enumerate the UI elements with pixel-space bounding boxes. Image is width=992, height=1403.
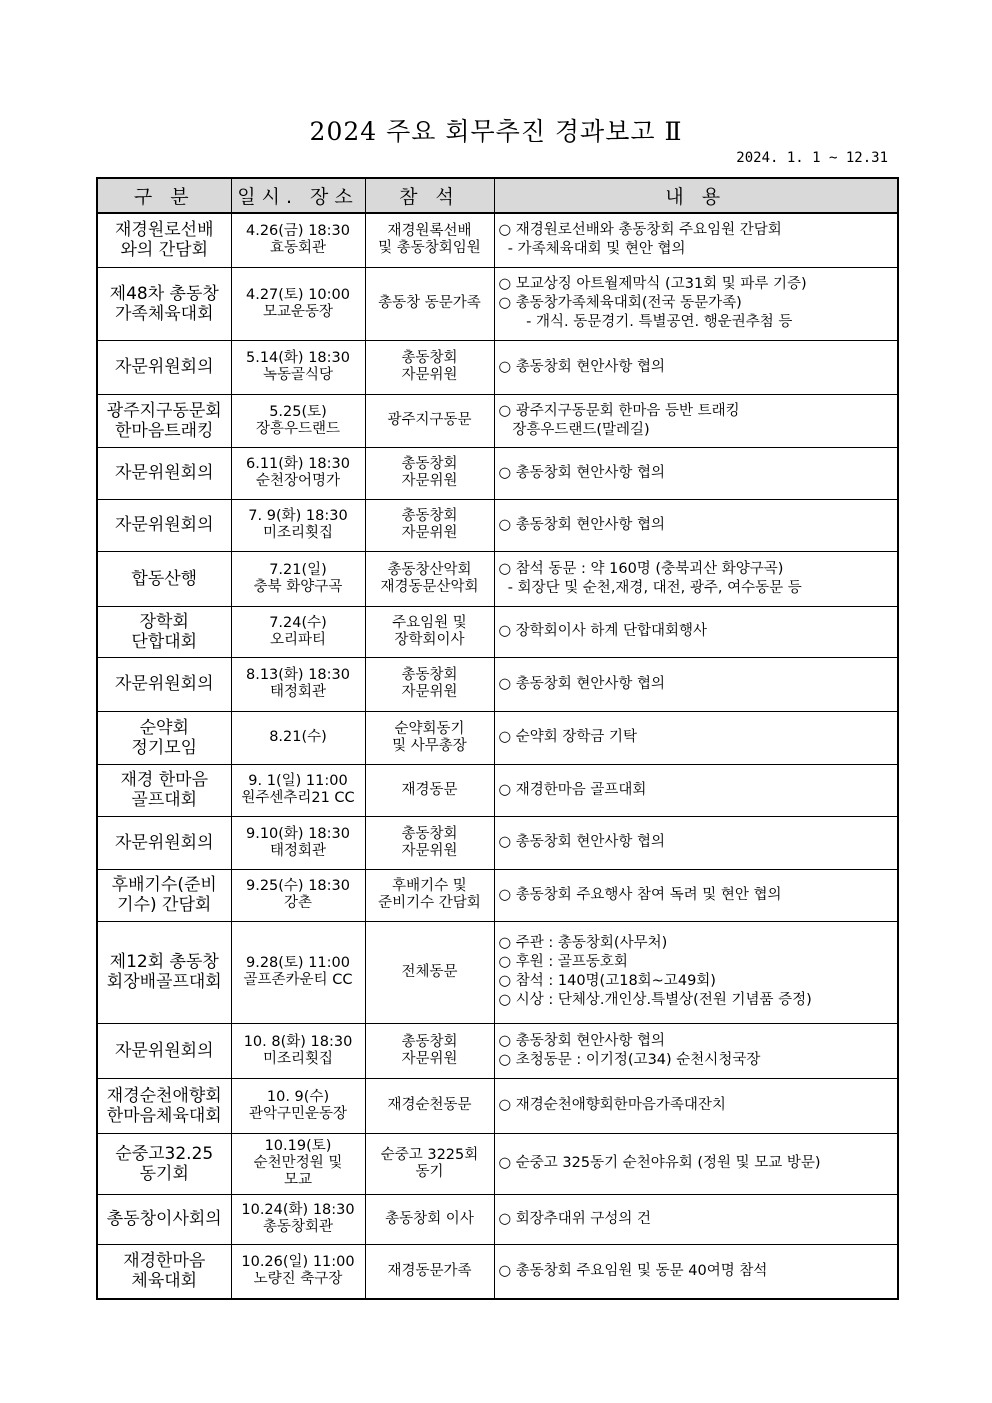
table-row [97,869,898,921]
row-category: 제48차 총동창 가족체육대회 [109,283,219,324]
table-row [97,213,898,267]
table-row [97,340,898,394]
row-attendees: 주요임원 및 장학회이사 [392,614,467,648]
header-row [97,178,898,213]
row-attendees: 총동창회 이사 [385,1210,474,1227]
row-content-line: ○ 총동창회 현안사항 협의 [498,464,666,481]
table-row [97,711,898,764]
row-attendees: 재경순천동문 [387,1097,472,1113]
row-category: 자문위원회의 [114,515,214,535]
row-attendees: 총동창회 자문위원 [401,825,458,859]
row-datetime: 10. 8(화) 18:30 미조리횟집 [243,1033,353,1067]
row-content-line: ○ 총동창회 주요행사 참여 독려 및 현안 협의 [498,886,782,903]
row-category: 자문위원회의 [114,357,214,377]
row-category: 자문위원회의 [114,674,214,694]
row-category: 총동창이사회의 [106,1209,222,1229]
table-row [97,816,898,869]
row-content-line: ○ 총동창가족체육대회(전국 동문가족) [498,295,742,311]
row-category: 순약회 정기모임 [131,717,198,758]
row-content-line: ○ 참석 동문 : 약 160명 (충북괴산 화양구곡) [498,560,784,577]
row-datetime: 4.27(토) 10:00 모교운동장 [245,286,350,320]
row-datetime: 8.21(수) [269,729,327,745]
row-attendees: 총동창회 자문위원 [401,456,458,489]
report-period: 2024. 1. 1 ~ 12.31 [736,150,888,166]
table-row [97,1078,898,1133]
row-datetime: 10.19(토) 순천만정원 및 모교 [253,1138,343,1188]
row-datetime: 9.28(토) 11:00 골프존카운티 CC [243,955,353,988]
row-attendees: 순중고 3225회 동기 [380,1146,479,1180]
row-category: 재경원로선배 와의 간담회 [114,220,214,261]
row-content-line: ○ 광주지구동문회 한마음 등반 트래킹 [498,402,740,419]
row-datetime: 7. 9(화) 18:30 미조리횟집 [248,508,348,541]
row-content-line: ○ 장학회이사 하계 단합대회행사 [498,623,708,639]
report-table [96,177,899,1300]
row-content-line: ○ 총동창회 주요임원 및 동문 40여명 참석 [498,1262,768,1279]
row-attendees: 재경원록선배 및 총동창회임원 [378,223,481,257]
row-content-line: ○ 회장추대위 구성의 건 [498,1210,652,1227]
row-category: 순중고32.25 동기회 [115,1143,214,1184]
row-datetime: 8.13(화) 18:30 태정회관 [245,667,350,700]
row-attendees: 총동창회 자문위원 [401,1033,458,1067]
row-content-line: ○ 순중고 325동기 순천야유회 (정원 및 모교 방문) [498,1155,821,1171]
row-category: 자문위원회의 [114,463,214,483]
row-content-line: ○ 초청동문 : 이기정(고34) 순천시청국장 [498,1051,761,1068]
row-attendees: 재경동문 [401,781,458,798]
row-content-line: ○ 총동창회 현안사항 협의 [498,516,666,533]
header-datetime: 일시. 장소 [231,178,365,213]
header-attendees: 참 석 [365,178,494,213]
row-content-line: ○ 재경한마음 골프대회 [498,781,647,798]
row-content-line: ○ 시상 : 단체상.개인상.특별상(전원 기념품 증정) [498,992,812,1008]
row-datetime: 7.21(일) 충북 화양구곡 [253,561,343,595]
row-content-line: ○ 주관 : 총동창회(사무처) [498,935,668,951]
row-category: 합동산행 [131,568,198,589]
row-datetime: 5.14(화) 18:30 녹동골식당 [245,350,350,383]
row-category: 제12회 총동창 회장배골프대회 [106,952,222,992]
row-attendees: 총동창회 자문위원 [401,350,458,383]
row-category: 자문위원회의 [114,1040,214,1061]
row-content-line: ○ 모교상징 아트월제막식 (고31회 및 파루 기증) [498,276,807,292]
row-datetime: 10. 9(수) 관악구민운동장 [248,1088,348,1122]
row-content-line: ○ 재경순천애향회한마음가족대잔치 [498,1097,726,1113]
row-category: 장학회 단합대회 [131,611,198,652]
row-attendees: 전체동문 [401,963,458,980]
table-row [97,1194,898,1244]
header-category: 구 분 [97,178,231,213]
row-content-line: ○ 총동창회 현안사항 협의 [498,834,666,850]
row-category: 후배기수(준비 기수) 간담회 [111,875,217,915]
table-row [97,447,898,499]
row-content-line: - 가족체육대회 및 현안 협의 [498,241,686,258]
row-attendees: 후배기수 및 준비기수 간담회 [378,878,481,911]
row-attendees: 광주지구동문 [387,412,472,428]
table-row [97,551,898,606]
row-category: 광주지구동문회 한마음트래킹 [106,400,222,441]
table-row [97,606,898,657]
row-content-line: - 개식. 동문경기. 특별공연. 행운권추첨 등 [498,314,793,330]
row-content-line: ○ 참석 : 140명(고18회~고49회) [498,973,716,989]
row-content-line: ○ 후원 : 골프동호회 [498,954,628,970]
table-row [97,657,898,711]
table-row [97,267,898,340]
row-content-line: ○ 재경원로선배와 총동창회 주요임원 간담회 [498,222,782,239]
table-row [97,1133,898,1194]
row-datetime: 10.24(화) 18:30 총동창회관 [241,1202,355,1235]
row-datetime: 4.26(금) 18:30 효동회관 [245,223,350,257]
row-datetime: 9.10(화) 18:30 태정회관 [245,825,350,859]
row-category: 재경 한마음 골프대회 [120,770,208,810]
table-row [97,1244,898,1299]
row-content-line: ○ 총동창회 현안사항 협의 [498,1032,666,1049]
row-datetime: 5.25(토) 장흥우드랜드 [255,403,341,437]
table-row [97,764,898,816]
row-attendees: 총동창회 자문위원 [401,667,458,700]
header-content: 내 용 [494,178,898,213]
row-attendees: 총동창회 자문위원 [401,508,458,541]
table-row [97,1023,898,1078]
row-datetime: 9. 1(일) 11:00 원주센추리21 CC [241,773,355,806]
row-attendees: 총동창산악회 재경동문산악회 [380,561,479,595]
row-content-line: 장흥우드랜드(말레길) [498,421,650,438]
row-content-line: ○ 총동창회 현안사항 협의 [498,675,666,692]
row-category: 재경순천애향회 한마음체육대회 [106,1085,222,1126]
page-title: 2024 주요 회무추진 경과보고 Ⅱ [309,117,683,146]
table-row [97,394,898,447]
row-content-line: ○ 총동창회 현안사항 협의 [498,358,666,375]
row-category: 재경한마음 체육대회 [123,1251,206,1292]
row-attendees: 재경동문가족 [387,1262,472,1279]
row-datetime: 7.24(수) 오리파티 [269,614,327,648]
table-row [97,921,898,1023]
row-attendees: 총동창 동문가족 [378,295,481,311]
row-attendees: 순약회동기 및 사무총장 [392,720,467,754]
row-content-line: ○ 순약회 장학금 기탁 [498,729,638,745]
table-row [97,499,898,551]
row-content-line: - 회장단 및 순천,재경, 대전, 광주, 여수동문 등 [498,579,802,596]
row-datetime: 10.26(일) 11:00 노량진 축구장 [241,1254,355,1288]
row-category: 자문위원회의 [114,832,214,853]
row-datetime: 9.25(수) 18:30 강촌 [245,878,350,911]
row-datetime: 6.11(화) 18:30 순천장어명가 [245,456,350,489]
